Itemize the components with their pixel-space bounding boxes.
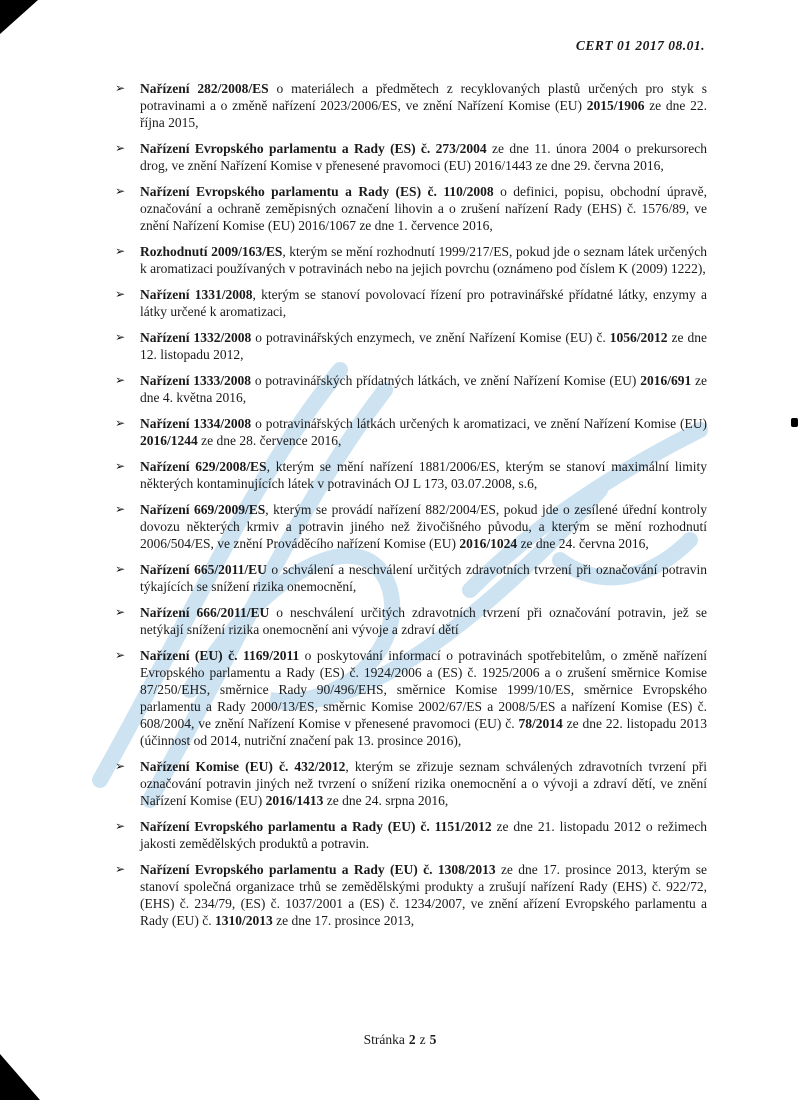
list-item	[115, 458, 707, 492]
list-item-text: Nařízení 282/2008/ES o materiálech a předmětech z recyklovaných plastů určených pro styk s potravinami a o změně nařízení 2023/2006/ES, ve znění Nařízení Komise (EU) 2015/1906 ze dne 22. října 2015,	[140, 81, 708, 130]
arrow-bullet-icon: ➢	[115, 819, 126, 833]
list-item-text: Nařízení (EU) č. 1169/2011 o poskytování informací o potravinách spotřebitelům, o změně nařízení Evropského parlamentu a Rady (ES) č. 1924/2006 a (ES) č. 1925/2006 a o zrušení směrnice Komise 87/250/EHS, směrnice Rady 90/496/EHS, směrnice Komise 1999/10/ES, směrnice Evropského parlamentu a Rady 2000/13/ES, směrnic Komise 2002/67/ES a 2008/5/ES a nařízení Komise (ES) č. 608/2004, ve znění Nařízení Komise v přenesené pravomoci (EU) č. 78/2014 ze dne 22. listopadu 2013 (účinnost od 2014, nutriční značení pak 13. prosince 2016),	[140, 648, 707, 748]
arrow-bullet-icon: ➢	[115, 141, 126, 155]
regulation-list	[115, 80, 707, 938]
list-item	[115, 604, 707, 638]
list-item-text: Nařízení 1331/2008, kterým se stanoví povolovací řízení pro potravinářské přídatné látky, enzymy a látky určené k aromatizaci,	[140, 287, 707, 319]
list-item	[115, 818, 707, 852]
list-item	[115, 758, 707, 809]
list-item	[115, 243, 707, 277]
list-item	[115, 372, 707, 406]
arrow-bullet-icon: ➢	[115, 648, 126, 662]
list-item	[115, 183, 707, 234]
footer-page-total: 5	[429, 1032, 437, 1047]
list-item-text: Nařízení 666/2011/EU o neschválení určitých zdravotních tvrzení při označování potravin, jež se netýkají snížení rizika onemocnění ani vývoje a zdraví dětí	[140, 605, 707, 637]
arrow-bullet-icon: ➢	[115, 330, 126, 344]
arrow-bullet-icon: ➢	[115, 562, 126, 576]
arrow-bullet-icon: ➢	[115, 605, 126, 619]
list-item-text: Nařízení 669/2009/ES, kterým se provádí nařízení 882/2004/ES, pokud jde o zesílené úřední kontroly dovozu některých krmiv a potravin jiného než živočišného původu, a kterým se mění rozhodnutí 2006/504/ES, ve znění Prováděcího nařízení Komise (EU) 2016/1024 ze dne 24. června 2016,	[140, 502, 708, 551]
list-item	[115, 80, 707, 131]
list-item-text: Rozhodnutí 2009/163/ES, kterým se mění rozhodnutí 1999/217/ES, pokud jde o seznam látek určených k aromatizaci používaných v potravinách nebo na jejich povrchu (oznámeno pod číslem K (2009) 1222),	[140, 244, 707, 276]
page-footer	[0, 1032, 800, 1048]
list-item-text: Nařízení Evropského parlamentu a Rady (EU) č. 1151/2012 ze dne 21. listopadu 2012 o režimech jakosti zemědělských produktů a potravin.	[140, 819, 707, 851]
arrow-bullet-icon: ➢	[115, 81, 126, 95]
arrow-bullet-icon: ➢	[115, 759, 126, 773]
arrow-bullet-icon: ➢	[115, 459, 126, 473]
list-item	[115, 647, 707, 749]
list-item	[115, 140, 707, 174]
list-item	[115, 561, 707, 595]
list-item-text: Nařízení Komise (EU) č. 432/2012, kterým se zřizuje seznam schválených zdravotních tvrzení při označování potravin jiných než tvrzení o snížení rizika onemocnění a o vývoji a zdraví dětí, ve znění Nařízení Komise (EU) 2016/1413 ze dne 24. srpna 2016,	[140, 759, 707, 808]
document-header	[0, 38, 705, 54]
list-item	[115, 329, 707, 363]
list-item-text: Nařízení 1332/2008 o potravinářských enzymech, ve znění Nařízení Komise (EU) č. 1056/2012 ze dne 12. listopadu 2012,	[140, 330, 707, 362]
list-item	[115, 501, 707, 552]
list-item	[115, 415, 707, 449]
doc-reference: CERT 01 2017 08.01.	[575, 38, 705, 53]
list-item	[115, 861, 707, 929]
arrow-bullet-icon: ➢	[115, 862, 126, 876]
list-item	[115, 286, 707, 320]
footer-of-label: z	[419, 1032, 426, 1047]
arrow-bullet-icon: ➢	[115, 244, 126, 258]
list-item-text: Nařízení Evropského parlamentu a Rady (ES) č. 110/2008 o definici, popisu, obchodní úpravě, označování a ochraně zeměpisných označení lihovin a o zrušení nařízení Rady (EHS) č. 1576/89, ve znění Nařízení Komise (EU) 2016/1067 ze dne 1. července 2016,	[140, 184, 707, 233]
footer-page-number: 2	[408, 1032, 416, 1047]
scan-corner-artifact-top-left	[0, 0, 38, 34]
arrow-bullet-icon: ➢	[115, 416, 126, 430]
scan-corner-artifact-bottom-left	[0, 1054, 40, 1100]
list-item-text: Nařízení 629/2008/ES, kterým se mění nařízení 1881/2006/ES, kterým se stanoví maximální limity některých kontaminujících látek v potravinách OJ L 173, 03.07.2008, s.6,	[140, 459, 708, 491]
list-item-text: Nařízení 1333/2008 o potravinářských přídatných látkách, ve znění Nařízení Komise (EU) 2016/691 ze dne 4. května 2016,	[140, 373, 707, 405]
scan-edge-speck	[791, 418, 798, 427]
footer-label: Stránka	[363, 1032, 405, 1047]
arrow-bullet-icon: ➢	[115, 502, 126, 516]
list-item-text: Nařízení Evropského parlamentu a Rady (ES) č. 273/2004 ze dne 11. února 2004 o prekursorech drog, ve znění Nařízení Komise v přenesené pravomoci (EU) 2016/1443 ze dne 29. června 2016,	[140, 141, 707, 173]
arrow-bullet-icon: ➢	[115, 184, 126, 198]
list-item-text: Nařízení Evropského parlamentu a Rady (EU) č. 1308/2013 ze dne 17. prosince 2013, kterým se stanoví společná organizace trhů se zemědělskými produkty a zrušují nařízení Rady (EHS) č. 922/72, (EHS) č. 234/79, (ES) č. 1037/2001 a (ES) č. 1234/2007, ve znění ařízení Evropského parlamentu a Rady (EU) č. 1310/2013 ze dne 17. prosince 2013,	[140, 862, 707, 928]
arrow-bullet-icon: ➢	[115, 287, 126, 301]
list-item-text: Nařízení 665/2011/EU o schválení a neschválení určitých zdravotních tvrzení při označování potravin týkajících se snížení rizika onemocnění,	[140, 562, 707, 594]
arrow-bullet-icon: ➢	[115, 373, 126, 387]
list-item-text: Nařízení 1334/2008 o potravinářských látkách určených k aromatizaci, ve znění Nařízení Komise (EU) 2016/1244 ze dne 28. července 2016,	[140, 416, 707, 448]
